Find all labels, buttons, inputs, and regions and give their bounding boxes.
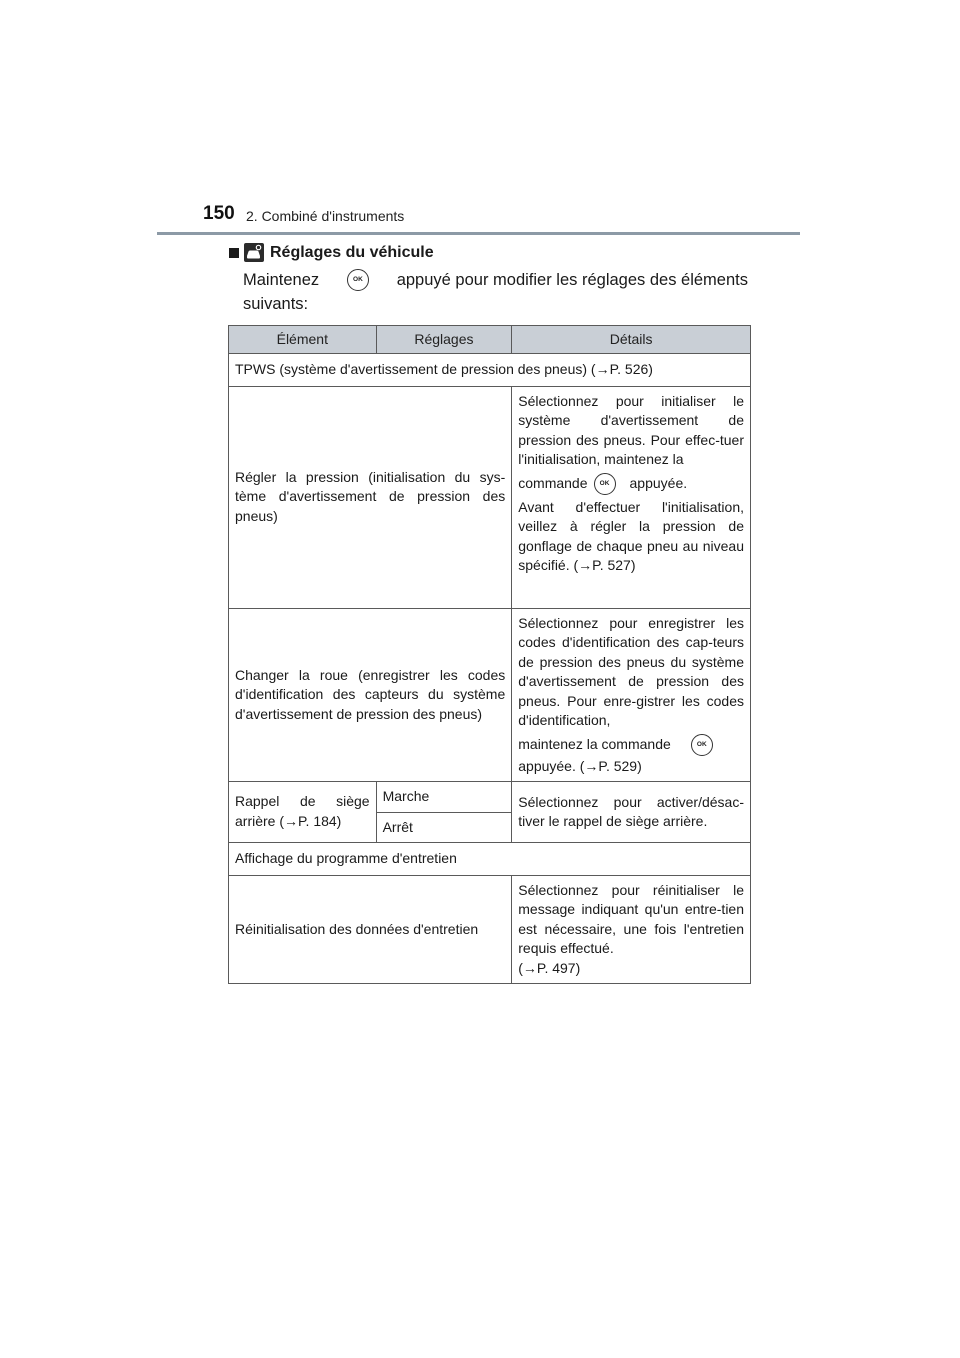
section-heading [229, 243, 434, 262]
tpws-group-title: TPWS (système d'avertissement de pression des pneus) (→P. 526) [229, 354, 751, 387]
rear-seat-setting-off: Arrêt [376, 812, 512, 843]
header-divider [157, 232, 800, 235]
section-title: Réglages du véhicule [270, 243, 434, 261]
pressure-details-part1: Sélectionnez pour initialiser le système d'avertissement de pression des pneus. Pour effec-tuer l'initialisation, maintenez la [518, 392, 744, 467]
table-row [229, 843, 751, 876]
header-settings: Réglages [376, 326, 512, 354]
header-element: Élément [229, 326, 377, 354]
maintenance-group-title: Affichage du programme d'entretien [229, 843, 751, 876]
pressure-details-after: appuyée. [629, 474, 688, 491]
wheel-details [512, 608, 751, 782]
wheel-element: Changer la roue (enregistrer les codes d'identification des capteurs du système d'avertissement de pression des pneus) [229, 608, 512, 782]
table-row [229, 386, 751, 608]
intro-paragraph [243, 268, 748, 316]
pressure-element: Régler la pression (initialisation du sys-tème d'avertissement de pression des pneus) [229, 386, 512, 608]
car-settings-icon [244, 243, 264, 262]
ok-button-icon: OK [594, 473, 616, 495]
rear-seat-setting-on: Marche [376, 782, 512, 813]
intro-before: Maintenez [243, 271, 320, 289]
wheel-details-part2: appuyée. (→P. 529) [518, 757, 642, 774]
page-number: 150 [203, 203, 235, 224]
wheel-details-cmd: maintenez la commande [518, 735, 671, 752]
rear-seat-element: Rappel de siège arrière (→P. 184) [229, 782, 377, 843]
ok-button-icon: OK [691, 734, 713, 756]
wheel-details-part1: Sélectionnez pour enregistrer les codes d'identification des cap-teurs de pression des pneus du système d'avertissement de pression des pneus. Pour enre-gistrer les codes d'identification, [518, 614, 744, 728]
header-details: Détails [512, 326, 751, 354]
intro-line2: suivants: [243, 295, 309, 313]
square-bullet-icon [229, 248, 239, 258]
pressure-details-part2: Avant d'effectuer l'initialisation, veillez à régler la pression de gonflage de chaque pneu au niveau spécifié. (→P. 527) [518, 498, 744, 573]
reset-details-part2: (→P. 497) [518, 959, 581, 976]
reset-details-part1: Sélectionnez pour réinitialiser le message indiquant qu'un entre-tien est nécessaire, une fois l'entretien requis effectué. [518, 881, 744, 956]
rear-seat-details: Sélectionnez pour activer/désac-tiver le rappel de siège arrière. [512, 782, 751, 843]
table-row [229, 608, 751, 782]
pressure-details [512, 386, 751, 608]
chapter-title: 2. Combiné d'instruments [246, 208, 405, 224]
pressure-command-line [518, 473, 744, 495]
pressure-details-cmd: commande [518, 474, 588, 491]
table-row [229, 354, 751, 387]
table-row [229, 875, 751, 984]
table-row [229, 782, 751, 813]
intro-after: appuyé pour modifier les réglages des éléments [396, 271, 748, 289]
reset-details [512, 875, 751, 984]
reset-element: Réinitialisation des données d'entretien [229, 875, 512, 984]
wheel-command-line [518, 734, 744, 756]
vehicle-settings-table [228, 325, 751, 984]
table-header-row [229, 326, 751, 354]
ok-button-icon: OK [347, 269, 369, 291]
